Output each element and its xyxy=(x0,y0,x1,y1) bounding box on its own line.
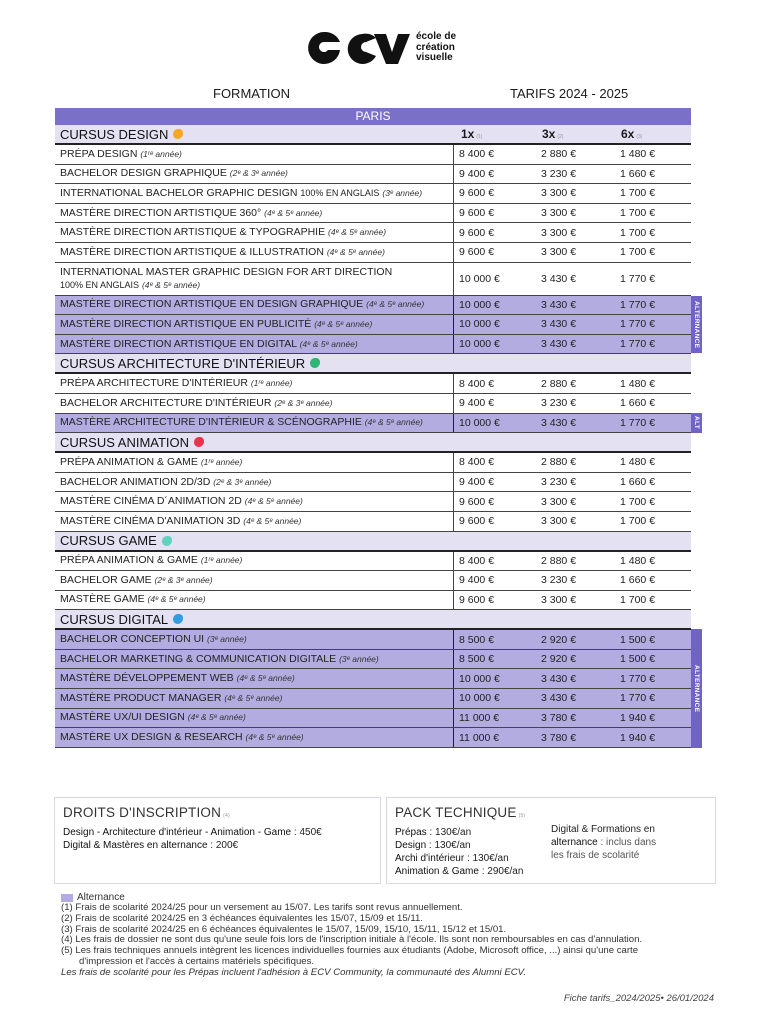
program-title: MASTÈRE DIRECTION ARTISTIQUE & ILLUSTRATION xyxy=(60,245,324,258)
price-6x: 1 480 € xyxy=(620,554,656,567)
price-1x: 9 600 € xyxy=(459,226,495,239)
column-divider xyxy=(453,473,454,492)
program-name xyxy=(60,456,452,469)
footnote-2: (2) Frais de scolarité 2024/25 en 3 échéances équivalentes les 15/07, 15/09 et 15/11. xyxy=(61,912,423,924)
program-title: PRÉPA ARCHITECTURE D'INTÉRIEUR xyxy=(60,377,248,390)
price-3x: 3 430 € xyxy=(541,298,577,311)
price-3x: 3 430 € xyxy=(541,416,577,429)
program-name xyxy=(60,246,452,259)
table-row xyxy=(55,335,691,355)
price-3x: 3 230 € xyxy=(541,574,577,587)
droits-note: (4) xyxy=(223,813,230,819)
program-title: BACHELOR ARCHITECTURE D'INTÉRIEUR xyxy=(60,396,272,409)
program-name xyxy=(60,593,452,606)
price-3x: 2 920 € xyxy=(541,653,577,666)
price-3x: 3 230 € xyxy=(541,167,577,180)
payment-column-note: (3) xyxy=(636,134,643,140)
price-6x: 1 700 € xyxy=(620,187,656,200)
price-6x: 1 770 € xyxy=(620,318,656,331)
program-title: INTERNATIONAL MASTER GRAPHIC DESIGN FOR ART DIRECTION xyxy=(60,265,393,278)
program-title: PRÉPA ANIMATION & GAME xyxy=(60,554,198,567)
alternance-band-short: ALT xyxy=(691,413,702,433)
price-1x: 9 400 € xyxy=(459,397,495,410)
program-name xyxy=(60,266,452,292)
column-divider xyxy=(453,296,454,315)
price-6x: 1 700 € xyxy=(620,246,656,259)
program-language-note: 100% EN ANGLAIS xyxy=(60,279,140,290)
table-headers xyxy=(55,86,691,104)
droits-line-2-label: Digital & Mastères en alternance xyxy=(63,840,208,851)
column-divider xyxy=(453,223,454,242)
payment-column-c1 xyxy=(461,127,482,141)
price-3x: 3 430 € xyxy=(541,692,577,705)
cursus-color-dot xyxy=(173,614,183,624)
droits-title xyxy=(63,805,230,820)
legend-label: Alternance xyxy=(77,892,125,903)
column-divider xyxy=(453,165,454,184)
price-1x: 10 000 € xyxy=(459,298,500,311)
cursus-title-archi xyxy=(55,356,320,371)
droits-title-text: DROITS D'INSCRIPTION xyxy=(63,805,222,820)
program-years: (4ᵉ & 5ᵉ année) xyxy=(264,207,323,218)
price-1x: 9 600 € xyxy=(459,246,495,259)
pack-title-text: PACK TECHNIQUE xyxy=(395,805,517,820)
pack-line-design-value: : 130€/an xyxy=(426,840,471,851)
program-years: (2ᵉ & 3ᵉ année) xyxy=(154,574,213,585)
payment-column-label: 6x xyxy=(621,127,635,141)
table-row xyxy=(55,689,691,709)
program-name xyxy=(60,731,452,744)
program-years: (3ᵉ année) xyxy=(382,187,423,198)
droits-inscription-box xyxy=(54,797,381,884)
price-1x: 9 600 € xyxy=(459,515,495,528)
pack-right-line-2-value: : inclus dans xyxy=(597,837,657,848)
program-name xyxy=(60,672,452,685)
program-name xyxy=(60,187,452,200)
price-3x: 3 300 € xyxy=(541,187,577,200)
table-row xyxy=(55,223,691,243)
program-name xyxy=(60,554,452,567)
price-3x: 3 300 € xyxy=(541,246,577,259)
program-name xyxy=(60,633,452,646)
program-years: (4ᵉ & 5ᵉ année) xyxy=(187,712,246,723)
droits-line-2-value: : 200€ xyxy=(207,840,239,851)
program-language-note: 100% EN ANGLAIS xyxy=(300,187,380,198)
price-1x: 10 000 € xyxy=(459,338,500,351)
table-row xyxy=(55,473,691,493)
program-years: (4ᵉ & 5ᵉ année) xyxy=(243,515,302,526)
column-divider xyxy=(453,492,454,511)
program-name xyxy=(60,711,452,724)
price-1x: 10 000 € xyxy=(459,416,500,429)
price-3x: 3 230 € xyxy=(541,476,577,489)
price-3x: 2 880 € xyxy=(541,377,577,390)
footnote-1: (1) Frais de scolarité 2024/25 pour un versement au 15/07. Les tarifs sont revus annuellement. xyxy=(61,902,463,913)
pack-line-design-label: Design xyxy=(395,840,427,851)
cursus-color-dot xyxy=(310,358,320,368)
price-6x: 1 480 € xyxy=(620,456,656,469)
alternance-band-digital: ALTERNANCE xyxy=(691,629,702,748)
cursus-header-archi xyxy=(55,354,691,374)
table-row xyxy=(55,165,691,185)
cursus-color-dot xyxy=(162,536,172,546)
column-divider xyxy=(453,709,454,728)
tarifs-header: TARIFS 2024 - 2025 xyxy=(510,86,629,101)
program-years: (1ʳᵉ année) xyxy=(200,555,243,566)
price-6x: 1 660 € xyxy=(620,397,656,410)
cursus-color-dot xyxy=(194,437,204,447)
pack-line-prepas-value: : 130€/an xyxy=(426,827,472,838)
column-divider xyxy=(453,184,454,203)
table-row xyxy=(55,184,691,204)
price-1x: 11 000 € xyxy=(459,731,500,744)
column-divider xyxy=(453,512,454,531)
program-title: MASTÈRE DÉVELOPPEMENT WEB xyxy=(60,672,234,685)
droits-line-1 xyxy=(63,826,322,840)
pack-right-line-1: Digital & Formations en xyxy=(551,824,655,835)
price-3x: 3 300 € xyxy=(541,593,577,606)
column-divider xyxy=(453,394,454,413)
program-name xyxy=(60,574,452,587)
program-title: BACHELOR ANIMATION 2D/3D xyxy=(60,475,211,488)
program-title: MASTÈRE DIRECTION ARTISTIQUE & TYPOGRAPHIE xyxy=(60,226,326,239)
ecv-logo xyxy=(306,30,456,66)
footnote-3: (3) Frais de scolarité 2024/25 en 6 échéances équivalentes le 15/07, 15/09, 15/10, 15/11, 15/12 et 15/01. xyxy=(61,923,507,935)
table-row xyxy=(55,728,691,748)
column-divider xyxy=(453,689,454,708)
program-years: (4ᵉ & 5ᵉ année) xyxy=(141,279,201,290)
price-1x: 8 400 € xyxy=(459,554,495,567)
pack-line-archi-value: : 130€/an xyxy=(464,853,509,864)
table-row xyxy=(55,492,691,512)
price-6x: 1 940 € xyxy=(620,711,656,724)
pack-right-line-3: les frais de scolarité xyxy=(551,850,640,861)
footnote-prepas: Les frais de scolarité pour les Prépas incluent l'adhésion à ECV Community, la communauté des Alumni ECV. xyxy=(61,966,527,978)
price-1x: 8 500 € xyxy=(459,653,495,666)
pack-line-prepas xyxy=(395,826,471,840)
column-divider xyxy=(453,243,454,262)
price-6x: 1 770 € xyxy=(620,298,656,311)
droits-line-1-label: Design - Architecture d'intérieur - Animation - Game xyxy=(63,827,292,838)
price-3x: 3 780 € xyxy=(541,731,577,744)
program-title: MASTÈRE DIRECTION ARTISTIQUE EN DESIGN GRAPHIQUE xyxy=(60,298,364,311)
column-divider xyxy=(453,728,454,747)
cursus-title-text: CURSUS ANIMATION xyxy=(60,434,190,450)
price-3x: 3 430 € xyxy=(541,318,577,331)
program-title: MASTÈRE UX/UI DESIGN xyxy=(60,711,185,724)
price-3x: 3 300 € xyxy=(541,207,577,220)
price-1x: 9 400 € xyxy=(459,574,495,587)
table-row xyxy=(55,512,691,532)
price-6x: 1 700 € xyxy=(620,207,656,220)
program-title: MASTÈRE ARCHITECTURE D'INTÉRIEUR & SCÉNOGRAPHIE xyxy=(60,416,362,429)
price-3x: 2 920 € xyxy=(541,633,577,646)
logo-line-1: école de xyxy=(416,31,457,43)
ecv-logo-mark xyxy=(306,30,410,66)
price-6x: 1 940 € xyxy=(620,731,656,744)
cursus-header-game xyxy=(55,532,691,552)
table-row xyxy=(55,394,691,414)
cursus-title-text: CURSUS DIGITAL xyxy=(60,611,169,627)
price-1x: 9 600 € xyxy=(459,207,495,220)
program-name xyxy=(60,476,452,489)
column-divider xyxy=(453,669,454,688)
program-name xyxy=(60,298,452,311)
footnote-5-cont: d'impression et l'accès à certains matériels spécifiques. xyxy=(79,955,315,967)
cursus-title-game xyxy=(55,533,172,548)
program-years: (2ᵉ & 3ᵉ année) xyxy=(229,168,288,179)
price-6x: 1 660 € xyxy=(620,476,656,489)
table-row xyxy=(55,709,691,729)
column-divider xyxy=(453,263,454,295)
price-6x: 1 700 € xyxy=(620,515,656,528)
program-years: (1ʳᵉ année) xyxy=(250,378,293,389)
price-1x: 8 400 € xyxy=(459,456,495,469)
payment-column-c3 xyxy=(621,127,642,141)
footer-reference: Fiche tarifs_2024/2025• 26/01/2024 xyxy=(563,993,714,1004)
program-years: (2ᵉ & 3ᵉ année) xyxy=(213,476,272,487)
price-6x: 1 480 € xyxy=(620,148,656,161)
table-row xyxy=(55,243,691,263)
price-6x: 1 770 € xyxy=(620,416,656,429)
price-6x: 1 500 € xyxy=(620,633,656,646)
cursus-title-design xyxy=(55,127,183,142)
program-name xyxy=(60,416,452,429)
program-name xyxy=(60,377,452,390)
price-1x: 10 000 € xyxy=(459,672,500,685)
price-1x: 9 600 € xyxy=(459,187,495,200)
program-years: (3ᵉ année) xyxy=(207,634,247,645)
program-name xyxy=(60,148,452,161)
droits-line-2 xyxy=(63,839,238,853)
price-3x: 3 430 € xyxy=(541,272,577,285)
program-years: (4ᵉ & 5ᵉ année) xyxy=(314,318,373,329)
price-3x: 3 300 € xyxy=(541,515,577,528)
price-3x: 3 300 € xyxy=(541,226,577,239)
price-1x: 9 400 € xyxy=(459,476,495,489)
table-row xyxy=(55,374,691,394)
program-name xyxy=(60,167,452,180)
program-title: PRÉPA DESIGN xyxy=(60,147,138,160)
program-name xyxy=(60,338,452,351)
program-title: BACHELOR CONCEPTION UI xyxy=(60,633,205,646)
cursus-title-digital xyxy=(55,612,183,627)
payment-column-note: (1) xyxy=(476,134,483,140)
price-6x: 1 770 € xyxy=(620,672,656,685)
program-years: (4ᵉ & 5ᵉ année) xyxy=(366,299,425,310)
footnotes xyxy=(61,903,721,979)
pack-technique-box xyxy=(386,797,716,884)
column-divider xyxy=(453,630,454,649)
program-title: MASTÈRE CINÉMA D'ANIMATION 3D xyxy=(60,514,241,527)
table-row xyxy=(55,630,691,650)
droits-line-1-value: : 450€ xyxy=(291,827,322,838)
program-years: (4ᵉ & 5ᵉ année) xyxy=(245,732,304,743)
pack-title xyxy=(395,805,525,820)
price-6x: 1 700 € xyxy=(620,593,656,606)
program-years: (4ᵉ & 5ᵉ année) xyxy=(299,338,358,349)
program-name xyxy=(60,226,452,239)
tariffs-table xyxy=(55,108,691,748)
program-years: (3ᵉ année) xyxy=(339,653,379,664)
column-divider xyxy=(453,335,454,354)
price-1x: 9 400 € xyxy=(459,167,495,180)
payment-column-label: 1x xyxy=(461,127,475,141)
program-years: (4ᵉ & 5ᵉ année) xyxy=(326,246,385,257)
program-name xyxy=(60,495,452,508)
footnote-5: (5) Les frais techniques annuels intègrent les licences individuelles fournies aux étudiants (Adobe, Microsoft office, ...) ainsi qu'une carte xyxy=(61,945,639,957)
price-6x: 1 770 € xyxy=(620,338,656,351)
price-6x: 1 660 € xyxy=(620,574,656,587)
program-title: MASTÈRE DIRECTION ARTISTIQUE EN DIGITAL xyxy=(60,337,297,350)
pack-right-line-2-label: alternance xyxy=(551,837,598,848)
pack-line-animation-value: : 290€/an xyxy=(478,866,524,877)
city-header: PARIS xyxy=(55,108,691,125)
program-title: PRÉPA ANIMATION & GAME xyxy=(60,455,198,468)
formation-header: FORMATION xyxy=(213,86,291,101)
table-row xyxy=(55,145,691,165)
program-name xyxy=(60,397,452,410)
pack-line-prepas-label: Prépas xyxy=(395,827,427,838)
program-name xyxy=(60,692,452,705)
price-6x: 1 770 € xyxy=(620,692,656,705)
program-years: (4ᵉ & 5ᵉ année) xyxy=(147,594,206,605)
payment-column-label: 3x xyxy=(542,127,556,141)
payment-column-note: (2) xyxy=(557,134,564,140)
price-1x: 8 400 € xyxy=(459,377,495,390)
program-years: (4ᵉ & 5ᵉ année) xyxy=(328,227,387,238)
price-6x: 1 770 € xyxy=(620,272,656,285)
table-row xyxy=(55,669,691,689)
table-row xyxy=(55,591,691,611)
table-row xyxy=(55,552,691,572)
price-3x: 3 430 € xyxy=(541,338,577,351)
cursus-title-animation xyxy=(55,435,204,450)
alternance-swatch xyxy=(61,894,73,902)
footnote-4: (4) Les frais de dossier ne sont dus qu'une seule fois lors de l'inscription initiale à l'école. Ils sont non remboursables en cas d'annulation. xyxy=(61,934,643,946)
table-row xyxy=(55,296,691,316)
price-6x: 1 500 € xyxy=(620,653,656,666)
price-6x: 1 660 € xyxy=(620,167,656,180)
cursus-header-animation xyxy=(55,433,691,453)
price-6x: 1 480 € xyxy=(620,377,656,390)
table-row xyxy=(55,204,691,224)
price-1x: 9 600 € xyxy=(459,495,495,508)
table-row xyxy=(55,650,691,670)
column-divider xyxy=(453,571,454,590)
program-name xyxy=(60,207,452,220)
price-1x: 8 500 € xyxy=(459,633,495,646)
program-title: MASTÈRE CINÉMA D´ANIMATION 2D xyxy=(60,495,242,508)
column-divider xyxy=(453,414,454,433)
program-years: (4ᵉ & 5ᵉ année) xyxy=(236,673,295,684)
alternance-band: ALTERNANCE xyxy=(691,296,702,353)
price-1x: 11 000 € xyxy=(459,711,500,724)
price-3x: 2 880 € xyxy=(541,554,577,567)
pack-right-line-2 xyxy=(551,836,656,850)
program-title: MASTÈRE UX DESIGN & RESEARCH xyxy=(60,731,243,744)
column-divider xyxy=(453,374,454,393)
price-3x: 2 880 € xyxy=(541,456,577,469)
cursus-title-text: CURSUS DESIGN xyxy=(60,126,169,142)
program-years: (1ʳᵉ année) xyxy=(200,456,243,467)
program-years: (2ᵉ & 3ᵉ année) xyxy=(274,397,333,408)
program-title: MASTÈRE DIRECTION ARTISTIQUE EN PUBLICITÉ xyxy=(60,317,312,330)
program-title: BACHELOR DESIGN GRAPHIQUE xyxy=(60,167,227,180)
program-title: BACHELOR MARKETING & COMMUNICATION DIGITALE xyxy=(60,652,337,665)
table-row xyxy=(55,263,691,296)
table-row xyxy=(55,571,691,591)
cursus-title-text: CURSUS GAME xyxy=(60,533,157,548)
column-divider xyxy=(453,650,454,669)
price-1x: 8 400 € xyxy=(459,148,495,161)
logo-line-3: visuelle xyxy=(416,52,453,64)
price-3x: 3 300 € xyxy=(541,495,577,508)
column-divider xyxy=(453,204,454,223)
program-years: (4ᵉ & 5ᵉ année) xyxy=(364,417,423,428)
pack-line-design xyxy=(395,839,471,853)
price-3x: 3 430 € xyxy=(541,672,577,685)
program-name xyxy=(60,318,452,331)
price-1x: 10 000 € xyxy=(459,318,500,331)
column-divider xyxy=(453,591,454,610)
price-6x: 1 700 € xyxy=(620,226,656,239)
payment-column-c2 xyxy=(542,127,563,141)
column-divider xyxy=(453,315,454,334)
pack-line-archi xyxy=(395,852,509,866)
column-divider xyxy=(453,453,454,472)
column-divider xyxy=(453,145,454,164)
column-divider xyxy=(453,552,454,571)
price-6x: 1 700 € xyxy=(620,495,656,508)
table-row xyxy=(55,414,691,434)
price-3x: 2 880 € xyxy=(541,148,577,161)
program-title: BACHELOR GAME xyxy=(60,573,152,586)
cursus-header-digital xyxy=(55,610,691,630)
program-years: (4ᵉ & 5ᵉ année) xyxy=(224,692,283,703)
pack-line-archi-label: Archi d'intérieur xyxy=(395,853,465,864)
cursus-header-design xyxy=(55,125,691,145)
cursus-color-dot xyxy=(173,129,183,139)
program-title: MASTÈRE PRODUCT MANAGER xyxy=(60,691,222,704)
price-3x: 3 230 € xyxy=(541,397,577,410)
program-name xyxy=(60,515,452,528)
program-name xyxy=(60,653,452,666)
logo-line-2: création xyxy=(416,41,455,53)
price-3x: 3 780 € xyxy=(541,711,577,724)
program-years: (1ʳᵉ année) xyxy=(140,148,182,159)
program-title: INTERNATIONAL BACHELOR GRAPHIC DESIGN xyxy=(60,186,298,199)
price-1x: 9 600 € xyxy=(459,593,495,606)
price-1x: 10 000 € xyxy=(459,272,500,285)
pack-note: (5) xyxy=(518,813,526,819)
table-row xyxy=(55,315,691,335)
pack-line-animation xyxy=(395,865,523,879)
program-years: (4ᵉ & 5ᵉ année) xyxy=(244,496,303,507)
table-row xyxy=(55,453,691,473)
logo-wordmark xyxy=(416,32,456,64)
pack-line-animation-label: Animation & Game xyxy=(395,866,479,877)
program-title: MASTÈRE GAME xyxy=(60,593,145,606)
program-title: MASTÈRE DIRECTION ARTISTIQUE 360° xyxy=(60,206,262,219)
cursus-title-text: CURSUS ARCHITECTURE D'INTÉRIEUR xyxy=(60,355,306,371)
price-1x: 10 000 € xyxy=(459,692,500,705)
